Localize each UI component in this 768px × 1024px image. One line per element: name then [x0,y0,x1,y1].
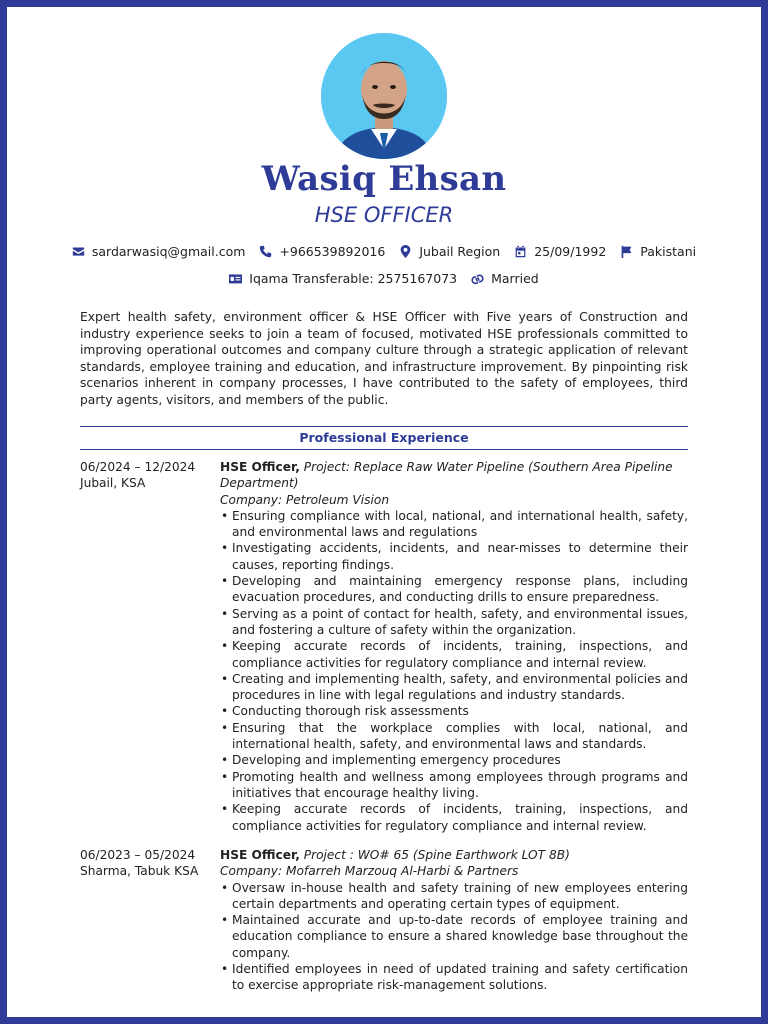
job-place: Sharma, Tabuk KSA [80,864,199,879]
id-card-icon [229,272,242,285]
list-item: • Creating and implementing health, safety, and environmental policies and procedures in line with legal regulations and industry standards. [220,671,688,704]
list-item: • Oversaw in-house health and safety training of new employees entering certain departments and operating certain types of equipment. [220,880,688,913]
list-item: • Serving as a point of contact for health, safety, and environmental issues, and fostering a culture of safety within the organization. [220,606,688,639]
candidate-name: Wasiq Ehsan [261,159,507,199]
job-entry [80,459,688,839]
job-title: HSE Officer, [220,848,300,862]
flag-icon [620,245,633,258]
job-entry [80,847,688,993]
contact-dob [514,244,606,259]
section-heading-experience: Professional Experience [80,426,688,450]
resume-page [7,7,761,1017]
list-item: • Ensuring that the workplace complies with local, national, and international health, safety, and environmental laws and standards. [220,720,688,753]
job-meta [80,459,215,492]
iqama-text: Iqama Transferable: 2575167073 [249,271,458,286]
contact-row-primary [7,244,761,259]
job-company: Company: Mofarreh Marzouq Al-Harbi & Partners [220,864,519,879]
job-project: Project: Replace Raw Water Pipeline (Southern Area Pipeline Department) [220,460,673,491]
contact-row-secondary [7,271,761,286]
location-text: Jubail Region [419,244,501,259]
profile-photo [321,33,447,159]
list-item: • Developing and maintaining emergency response plans, including evacuation procedures, and conducting drills to ensure preparedness. [220,573,688,606]
job-responsibilities [220,880,688,994]
job-details [220,847,688,994]
list-item: • Keeping accurate records of incidents, training, inspections, and compliance activities for regulatory compliance and internal review. [220,638,688,671]
contact-email[interactable] [72,244,246,259]
job-dates: 06/2023 – 05/2024 [80,848,196,862]
phone-text: +966539892016 [279,244,386,259]
job-responsibilities [220,508,688,834]
nationality-text: Pakistani [640,244,697,259]
list-item: • Promoting health and wellness among employees through programs and initiatives that encourage healthy living. [220,769,688,802]
list-item: • Conducting thorough risk assessments [220,703,688,719]
contact-phone[interactable] [259,244,385,259]
list-item: • Developing and implementing emergency procedures [220,752,688,768]
phone-icon [259,245,272,258]
marital-text: Married [491,271,539,286]
rings-icon [471,272,484,285]
person-avatar-icon [321,33,447,159]
list-item: • Investigating accidents, incidents, and near-misses to determine their causes, reporting findings. [220,540,688,573]
job-title: HSE Officer, [220,460,300,474]
job-company: Company: Petroleum Vision [220,492,390,507]
list-item: • Maintained accurate and up-to-date records of employee training and education compliance to ensure a shared knowledge base throughout the company. [220,912,688,961]
job-title-line [220,847,688,863]
list-item: • Ensuring compliance with local, national, and international health, safety, and environmental laws and regulations [220,508,688,541]
list-item: • Keeping accurate records of incidents, training, inspections, and compliance activities for regulatory compliance and internal review. [220,801,688,834]
contact-iqama [229,271,457,286]
job-title-line [220,459,688,492]
candidate-role: HSE OFFICER [314,203,454,227]
job-details [220,459,688,834]
contact-location [399,244,500,259]
calendar-icon [514,245,527,258]
email-text: sardarwasiq@gmail.com [91,244,246,259]
map-pin-icon [399,245,412,258]
dob-text: 25/09/1992 [534,244,607,259]
job-dates: 06/2024 – 12/2024 [80,460,196,474]
contact-nationality [620,244,696,259]
envelope-icon [72,245,85,258]
job-meta [80,847,215,880]
list-item: • Identified employees in need of updated training and safety certification to exercise appropriate risk-management solutions. [220,961,688,994]
job-place: Jubail, KSA [80,476,146,491]
professional-summary: Expert health safety, environment officer & HSE Officer with Five years of Construction and industry experience seeks to join a team of focused, motivated HSE professionals committed to improving operational outcomes and company culture through a strategic application of relevant standards, employee training and education, and infrastructure improvement. By pinpointing risk scenarios inherent in company processes, I have contributed to the safety of employees, third party agents, visitors, and members of the public. [80,310,688,407]
job-project: Project : WO# 65 (Spine Earthwork LOT 8B) [303,848,570,862]
contact-marital [471,271,539,286]
